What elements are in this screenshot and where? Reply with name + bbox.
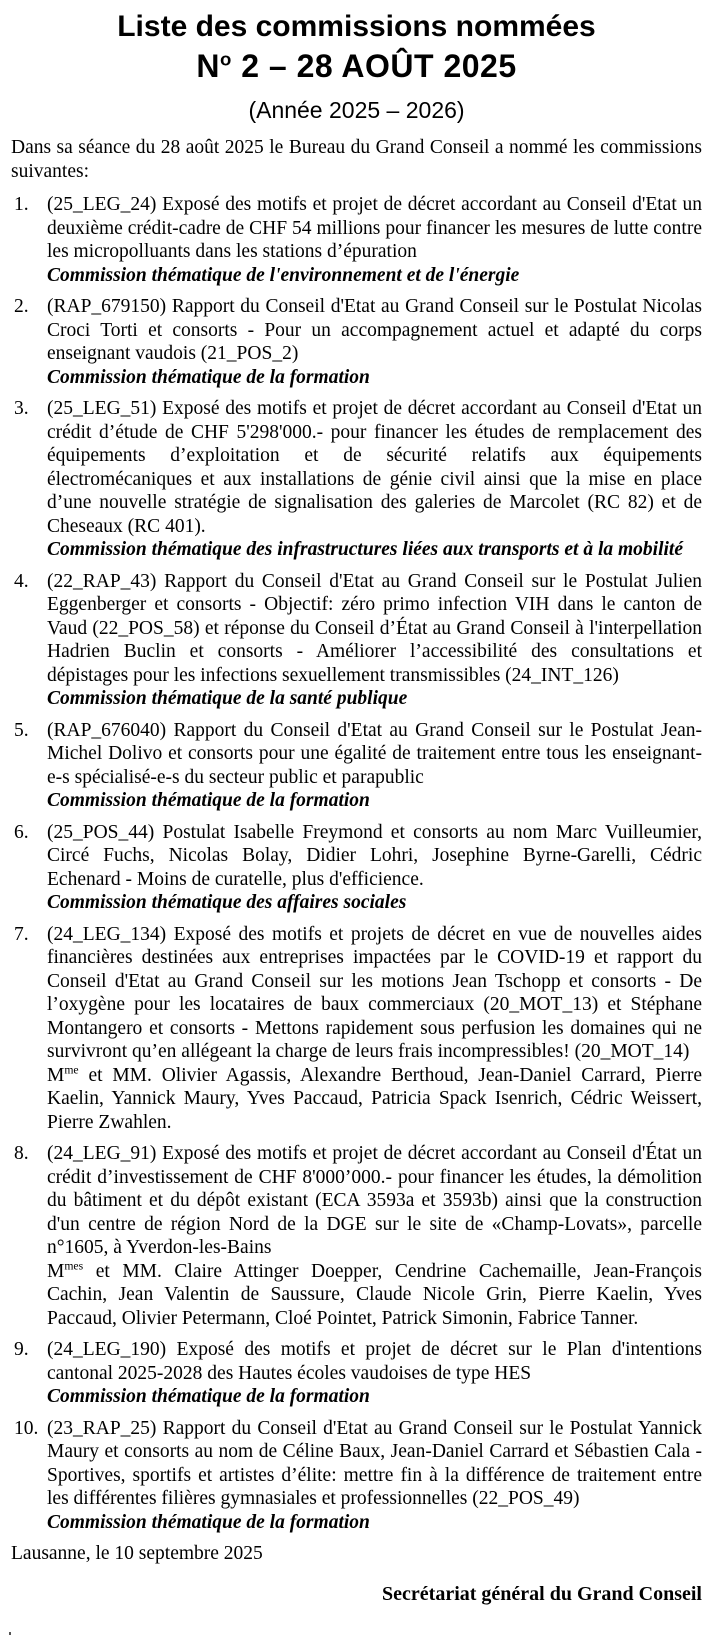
commission-name: Commission thématique de l'environnement et de l'énergie — [47, 264, 520, 286]
item-number: 5. — [14, 719, 29, 741]
item-content — [47, 193, 702, 287]
commission-name: Commission thématique de la santé publique — [47, 688, 408, 709]
item-number: 3. — [14, 398, 29, 419]
members-names: et MM. Claire Attinger Doepper, Cendrine Cachemaille, Jean-François Cachin, Jean Valentin de Saussure, Claude Nicole Grin, Pierre Kaelin, Yves Paccaud, Olivier Petermann, Cloé Pointet, Patrick Simonin, Fabrice Tanner. — [47, 1260, 702, 1329]
number-title-date: 2 – 28 AOÛT 2025 — [231, 48, 517, 84]
members-prefix: M — [47, 1064, 65, 1086]
document-number-title — [11, 46, 702, 86]
item-number: 8. — [14, 1143, 29, 1164]
commission-name: Commission thématique de la formation — [47, 790, 370, 811]
item-number: 7. — [14, 923, 29, 945]
list-item — [11, 1338, 702, 1409]
list-item — [11, 1142, 702, 1330]
page-title: Liste des commissions nommées — [117, 10, 596, 43]
document-subtitle: (Année 2025 – 2026) — [248, 97, 465, 123]
item-text: (25_POS_44) Postulat Isabelle Freymond et consorts au nom Marc Vuilleumier, Circé Fuchs, Nicolas Bolay, Didier Lohri, Josephine Byrne-Garelli, Cédric Echenard - Moins de curatelle, plus d'efficience. — [47, 821, 702, 890]
commission-name: Commission thématique de la formation — [47, 1386, 370, 1407]
list-item — [11, 570, 702, 711]
commission-name: Commission thématique de la formation — [47, 366, 370, 388]
item-content — [47, 821, 702, 915]
item-text: (RAP_676040) Rapport du Conseil d'Etat au Grand Conseil sur le Postulat Jean-Michel Dolivo et consorts pour une égalité de traitement entre tous les enseignant-e-s spécialisé-e-s du secteur public et parapublic — [47, 719, 702, 788]
number-title-n: N — [196, 48, 220, 84]
list-item — [11, 1417, 702, 1535]
item-number: 9. — [14, 1339, 29, 1360]
members-names: et MM. Olivier Agassis, Alexandre Berthoud, Jean-Daniel Carrard, Pierre Kaelin, Yannick Maury, Yves Paccaud, Patricia Spack Isenrich, Cédric Weissert, Pierre Zwahlen. — [47, 1064, 702, 1133]
item-content — [47, 295, 702, 389]
commission-name: Commission thématique des infrastructures liées aux transports et à la mobilité — [47, 539, 683, 560]
item-content — [47, 719, 702, 813]
member-list — [47, 1260, 702, 1331]
item-number: 6. — [14, 821, 29, 843]
item-text: (RAP_679150) Rapport du Conseil d'Etat au Grand Conseil sur le Postulat Nicolas Croci Torti et consorts - Pour un accompagnement actuel et adapté du corps enseignant vaudois (21_POS_2) — [47, 296, 702, 364]
item-content — [47, 1338, 702, 1409]
intro-paragraph: Dans sa séance du 28 août 2025 le Bureau du Grand Conseil a nommé les commissions suivantes: — [11, 137, 702, 182]
item-text: (25_LEG_51) Exposé des motifs et projet de décret accordant au Conseil d'Etat un crédit d’étude de CHF 5'298'000.- pour financer les études de remplacement des équipements d’exploitation et de sécurité relatifs aux équipements électromécaniques et aux installations de génie civil ainsi que la mise en place d’une nouvelle stratégie de signalisation des galeries de Marcolet (RC 82) et de Cheseaux (RC 401). — [47, 398, 702, 537]
item-text: (24_LEG_134) Exposé des motifs et projets de décret en vue de nouvelles aides financières destinées aux entreprises impactées par le COVID-19 et rapport du Conseil d'Etat au Grand Conseil sur les motions Jean Tschopp et consorts - De l’oxygène pour les locataires de baux commerciaux (20_MOT_13) et Stéphane Montangero et consorts - Mettons rapidement sous perfusion les domaines qui ne survivront qu’en allégeant la charge de leurs frais incompressibles! (20_MOT_14) — [47, 923, 702, 1062]
commission-list — [11, 193, 702, 1534]
item-text: (25_LEG_24) Exposé des motifs et projet de décret accordant au Conseil d'Etat un deuxième crédit-cadre de CHF 54 millions pour financer les mesures de lutte contre les micropolluants dans les stations d’épuration — [47, 194, 702, 262]
commission-name: Commission thématique de la formation — [47, 1511, 370, 1533]
item-text: (24_LEG_91) Exposé des motifs et projet de décret accordant au Conseil d'État un crédit d’investissement de CHF 8'000’000.- pour financer les études, la démolition du bâtiment et du dépôt existant (ECA 3593a et 3593b) ainsi que la construction d'un centre de région Nord de la DGE sur le site de «Champ-Lovats», parcelle n°1605, à Yverdon-les-Bains — [47, 1143, 702, 1258]
members-prefix: M — [47, 1260, 65, 1282]
member-list — [47, 1064, 702, 1135]
commission-name: Commission thématique des affaires sociales — [47, 892, 407, 913]
item-content — [47, 923, 702, 1135]
item-content — [47, 397, 702, 562]
item-content — [47, 1142, 702, 1330]
list-item — [11, 821, 702, 915]
list-item — [11, 193, 702, 287]
list-item — [11, 923, 702, 1135]
item-text: (24_LEG_190) Exposé des motifs et projet de décret sur le Plan d'intentions cantonal 2025-2028 des Hautes écoles vaudoises de type HES — [47, 1339, 702, 1384]
item-text: (23_RAP_25) Rapport du Conseil d'Etat au Grand Conseil sur le Postulat Yannick Maury et consorts au nom de Céline Baux, Jean-Daniel Carrard et Sébastien Cala - Sportives, sportifs et artistes d’élite: mettre fin à la différence de traitement entre les différentes filières gymnasiales et professionnelles (22_POS_49) — [47, 1417, 702, 1509]
date-place-line: Lausanne, le 10 septembre 2025 — [11, 1543, 263, 1564]
item-number: 2. — [14, 296, 29, 317]
item-content — [47, 570, 702, 711]
scan-artifact-mark — [9, 1632, 11, 1635]
item-number: 4. — [14, 570, 29, 592]
signature-line: Secrétariat général du Grand Conseil — [382, 1582, 702, 1605]
list-item — [11, 397, 702, 562]
item-number: 1. — [14, 194, 29, 215]
document-header — [11, 8, 702, 124]
list-item — [11, 295, 702, 389]
number-title-ordinal: o — [219, 48, 232, 70]
item-content — [47, 1417, 702, 1535]
list-item — [11, 719, 702, 813]
members-superscript: me — [64, 1063, 79, 1076]
item-number: 10. — [14, 1417, 39, 1439]
members-superscript: mes — [64, 1259, 84, 1272]
item-text: (22_RAP_43) Rapport du Conseil d'Etat au Grand Conseil sur le Postulat Julien Eggenberger et consorts - Objectif: zéro primo infection VIH dans le canton de Vaud (22_POS_58) et réponse du Conseil d’État au Grand Conseil à l'interpellation Hadrien Buclin et consorts - Améliorer l’accessibilité des consultations et dépistages pour les infections sexuellement transmissibles (24_INT_126) — [47, 570, 702, 686]
